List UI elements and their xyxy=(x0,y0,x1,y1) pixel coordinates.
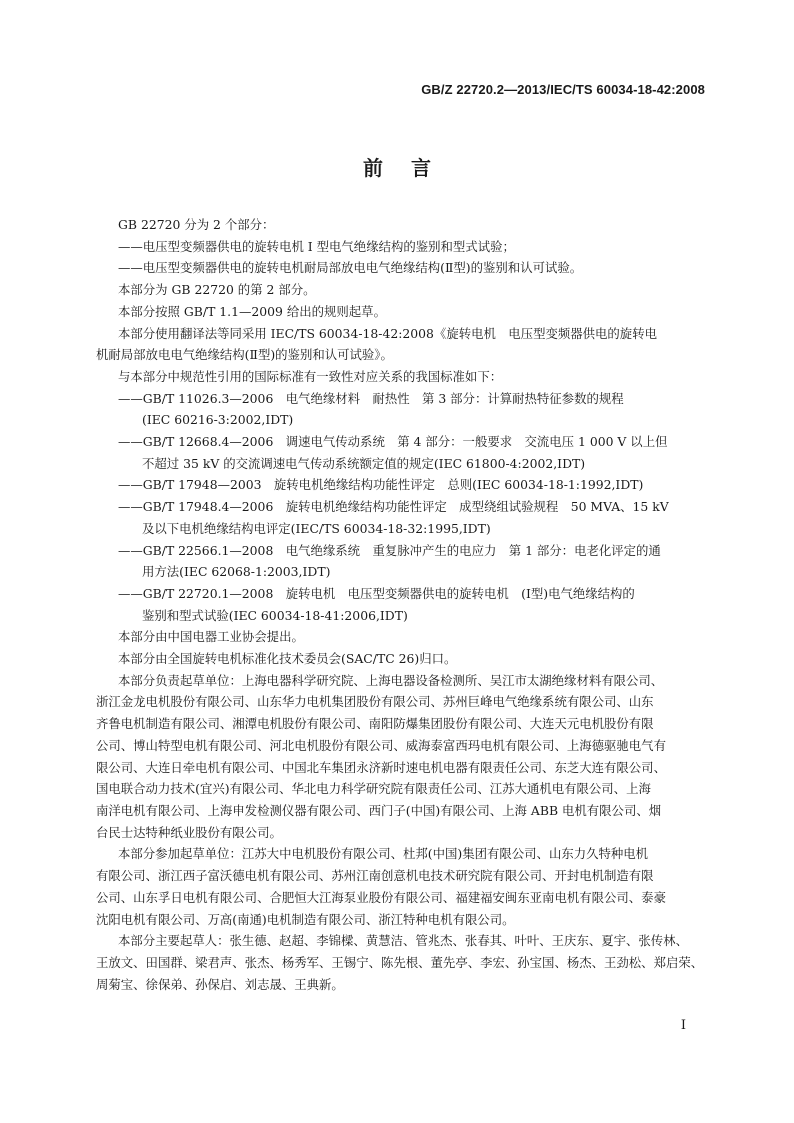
paragraph-participants-l4: 沈阳电机有限公司、万高(南通)电机制造有限公司、浙江特种电机有限公司。 xyxy=(96,911,515,927)
page-title: 前言 xyxy=(363,156,459,180)
paragraph-participants-l2: 有限公司、浙江西子富沃德电机有限公司、苏州江南创意机电技术研究院有限公司、开封电机制造有限 xyxy=(96,868,654,884)
paragraph-authors-l3: 周菊宝、徐保弟、孙保启、刘志晟、王典新。 xyxy=(96,976,344,992)
paragraph-part-number: 本部分为 GB 22720 的第 2 部分。 xyxy=(118,282,316,298)
paragraph-proposer: 本部分由中国电器工业协会提出。 xyxy=(118,629,304,645)
paragraph-drafters-l5: 限公司、大连日牵电机有限公司、中国北车集团永济新时速电机电器有限责任公司、东芝大连有限公司、 xyxy=(96,759,666,775)
reference-item-5: ——GB/T 22566.1—2008 电气绝缘系统 重复脉冲产生的电应力 第 1 部分：电老化评定的通 xyxy=(118,542,661,558)
list-item-part1: ——电压型变频器供电的旋转电机 Ⅰ 型电气绝缘结构的鉴别和型式试验； xyxy=(118,238,515,254)
paragraph-drafters-l6: 国电联合动力技术(宜兴)有限公司、华北电力科学研究院有限责任公司、江苏大通机电有限公司、上海 xyxy=(96,781,651,797)
reference-item-1-cont: (IEC 60216-3:2002,IDT) xyxy=(142,412,294,428)
paragraph-drafting-rules: 本部分按照 GB/T 1.1—2009 给出的规则起草。 xyxy=(118,303,386,319)
paragraph-drafters-l2: 浙江金龙电机股份有限公司、山东华力电机集团股份有限公司、苏州巨峰电气绝缘系统有限公司、山东 xyxy=(96,694,654,710)
reference-item-2: ——GB/T 12668.4—2006 调速电气传动系统 第 4 部分：一般要求 交流电压 1 000 V 以上但 xyxy=(118,434,668,450)
paragraph-drafters-l8: 台民士达特种纸业股份有限公司。 xyxy=(96,824,282,840)
page-number: I xyxy=(680,1018,686,1033)
reference-item-2-cont: 不超过 35 kV 的交流调速电气传动系统额定值的规定(IEC 61800-4:2002,IDT) xyxy=(142,455,586,471)
foreword-body xyxy=(96,214,708,995)
list-item-part2: ——电压型变频器供电的旋转电机耐局部放电电气绝缘结构(Ⅱ型)的鉴别和认可试验。 xyxy=(118,260,583,276)
paragraph-participants-l1: 本部分参加起草单位：江苏大中电机股份有限公司、杜邦(中国)集团有限公司、山东力久特种电机 xyxy=(118,846,649,862)
paragraph-drafters-l7: 南洋电机有限公司、上海申发检测仪器有限公司、西门子(中国)有限公司、上海 ABB 电机有限公司、烟 xyxy=(96,802,662,818)
paragraph-authors-l1: 本部分主要起草人：张生德、赵超、李锦樑、黄慧洁、管兆杰、张春其、叶叶、王庆东、夏宇、张传林、 xyxy=(118,933,688,949)
reference-item-3: ——GB/T 17948—2003 旋转电机绝缘结构功能性评定 总则(IEC 60034-18-1:1992,IDT) xyxy=(118,477,644,493)
standard-id-header: GB/Z 22720.2—2013/IEC/TS 60034-18-42:2008 xyxy=(421,82,705,97)
reference-item-4: ——GB/T 17948.4—2006 旋转电机绝缘结构功能性评定 成型绕组试验规程 50 MVA、15 kV xyxy=(118,499,669,515)
paragraph-participants-l3: 公司、山东孚日电机有限公司、合肥恒大江海泵业股份有限公司、福建福安闽东亚南电机有限公司、泰豪 xyxy=(96,889,666,905)
reference-item-4-cont: 及以下电机绝缘结构电评定(IEC/TS 60034-18-32:1995,IDT) xyxy=(142,520,491,536)
paragraph-drafters-l4: 公司、博山特型电机有限公司、河北电机股份有限公司、威海泰富西玛电机有限公司、上海德驱驰电气有 xyxy=(96,737,666,753)
paragraph-committee: 本部分由全国旋转电机标准化技术委员会(SAC/TC 26)归口。 xyxy=(118,651,457,667)
paragraph-drafters-l1: 本部分负责起草单位：上海电器科学研究院、上海电器设备检测所、吴江市太湖绝缘材料有限公司、 xyxy=(118,672,664,688)
paragraph-authors-l2: 王放文、田国群、梁君声、张杰、杨秀军、王锡宁、陈先根、董先亭、李宏、孙宝国、杨杰、王劲松、郑启荣、 xyxy=(96,954,704,970)
paragraph-drafters-l3: 齐鲁电机制造有限公司、湘潭电机股份有限公司、南阳防爆集团股份有限公司、大连天元电机股份有限 xyxy=(96,716,654,732)
reference-item-6: ——GB/T 22720.1—2008 旋转电机 电压型变频器供电的旋转电机 (Ⅰ型)电气绝缘结构的 xyxy=(118,585,635,601)
reference-item-5-cont: 用方法(IEC 62068-1:2003,IDT) xyxy=(142,564,331,580)
paragraph-references-intro: 与本部分中规范性引用的国际标准有一致性对应关系的我国标准如下： xyxy=(118,368,503,384)
paragraph-adoption-line2: 机耐局部放电电气绝缘结构(Ⅱ型)的鉴别和认可试验》。 xyxy=(96,347,393,363)
reference-item-6-cont: 鉴别和型式试验(IEC 60034-18-41:2006,IDT) xyxy=(142,607,408,623)
paragraph-parts: GB 22720 分为 2 个部分： xyxy=(118,217,275,232)
reference-item-1: ——GB/T 11026.3—2006 电气绝缘材料 耐热性 第 3 部分：计算耐热特征参数的规程 xyxy=(118,390,624,406)
paragraph-adoption-line1: 本部分使用翻译法等同采用 IEC/TS 60034-18-42:2008《旋转电机 电压型变频器供电的旋转电 xyxy=(118,325,657,341)
